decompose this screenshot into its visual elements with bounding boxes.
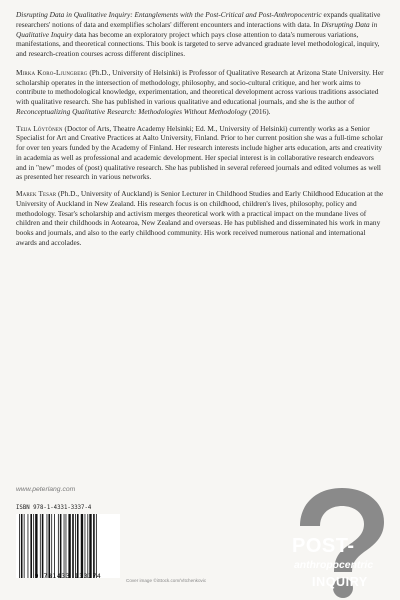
barcode-bar (64, 514, 65, 578)
barcode-bar (30, 514, 32, 578)
bio-text: (Doctor of Arts, Theatre Academy Helsinki; Ed. M., University of Helsinki) currently works as a Senior Specialist for Art and Creative Practices at Aalto University, Finland. Prior to her current position she was a full-time scholar for over ten years funded by the Academy of Finland. Her research interests include higher arts education, arts and creativity in academia as well as professional and academic development. Her special interest is in collaborative research endeavors and in "new" modes of (post) qualitative research. She has published in several refereed journals and edited volumes as well as presented her research in various networks. (16, 123, 383, 182)
logo-inquiry-text: INQUIRY (312, 575, 368, 589)
logo-anthropocentric-text: anthropocentric (294, 560, 374, 571)
barcode-bar (89, 514, 91, 578)
book-title-short: Disrupting Data in Qualitative Inquiry (16, 19, 378, 39)
barcode-bar (19, 514, 20, 578)
barcode-bar (87, 514, 88, 578)
barcode-bar (51, 514, 52, 578)
author-name: Teija Löytönen (16, 123, 63, 133)
back-cover-text (16, 10, 384, 255)
cover-image-credit: Cover image ©iStock.com/Vitchenkovic (126, 578, 207, 583)
barcode-bar (42, 514, 44, 578)
barcode-bar (81, 514, 83, 578)
barcode-bar (40, 514, 41, 578)
barcode-bar (47, 514, 48, 578)
barcode-bar (33, 514, 34, 578)
barcode-bar (77, 514, 79, 578)
barcode-bar (68, 514, 70, 578)
author-bio (16, 68, 384, 117)
barcode-bar (28, 514, 29, 578)
author-name: Mirka Koro-Ljungberg (16, 67, 88, 77)
barcode-digits: 9 781433 133374 (34, 572, 102, 580)
description-text: data has become an exploratory project which pays close attention to data's numerous variations, manifestations, and theoretical connections. This book is targeted to serve advanced graduate level methodological, inquiry, and research-creation courses across different disciplines. (16, 29, 380, 58)
barcode-bar (60, 514, 62, 578)
cited-book-title: Reconceptualizing Qualitative Research: Methodologies Without Methodology (16, 106, 248, 116)
author-name: Marek Tesar (16, 189, 57, 198)
barcode-bar (35, 514, 37, 578)
barcode-bar (24, 514, 25, 578)
description-text: expands qualitative researchers' notions of data and exemplifies scholars' different encounters and interactions with data. In (16, 10, 381, 29)
isbn-label: ISBN 978-1-4331-3337-4 (16, 505, 92, 511)
barcode-bar (66, 514, 67, 578)
bio-text: (2016). (247, 106, 271, 116)
barcode-bar (85, 514, 86, 578)
book-title: Disrupting Data in Qualitative Inquiry: Entanglements with the Post-Critical and Post-Anthropocentric (16, 10, 322, 19)
bio-text: (Ph.D., University of Auckland) is Senior Lecturer in Childhood Studies and Early Childhood Education at the University of Auckland in New Zealand. His research focus is on childhood, children's lives, philosophy, policy and methodology. Tesar's scholarship and activism merges theoretical work with a practical impact on the mundane lives of children and their childhoods in Aotearoa, New Zealand and overseas. He has published and disseminated his work in many books and journals, and also to the early childhood community. His work received numerous national and international awards and accolades. (16, 189, 384, 247)
barcode-bar (58, 514, 59, 578)
logo-post-text: POST- (292, 535, 355, 557)
author-bio (16, 189, 384, 248)
book-description (16, 10, 384, 59)
barcode-bar (72, 514, 74, 578)
author-bio (16, 124, 384, 183)
barcode (16, 514, 120, 578)
barcode-bar (21, 514, 23, 578)
bio-text: (Ph.D., University of Helsinki) is Professor of Qualitative Research at Arizona State University. Her scholarship operates in the intersection of methodology, philosophy, and socio-cultural critique, and her work aims to contribute to methodological knowledge, experimentation, and theoretical development across various traditions associated with qualitative research. She has published in various qualitative and educational journals, and she is the author of (16, 67, 384, 106)
publisher-website: www.peterlang.com (16, 486, 76, 493)
barcode-bar (75, 514, 76, 578)
barcode-bar (54, 514, 55, 578)
barcode-bar (93, 514, 95, 578)
barcode-bar (96, 514, 97, 578)
barcode-bar (48, 514, 50, 578)
